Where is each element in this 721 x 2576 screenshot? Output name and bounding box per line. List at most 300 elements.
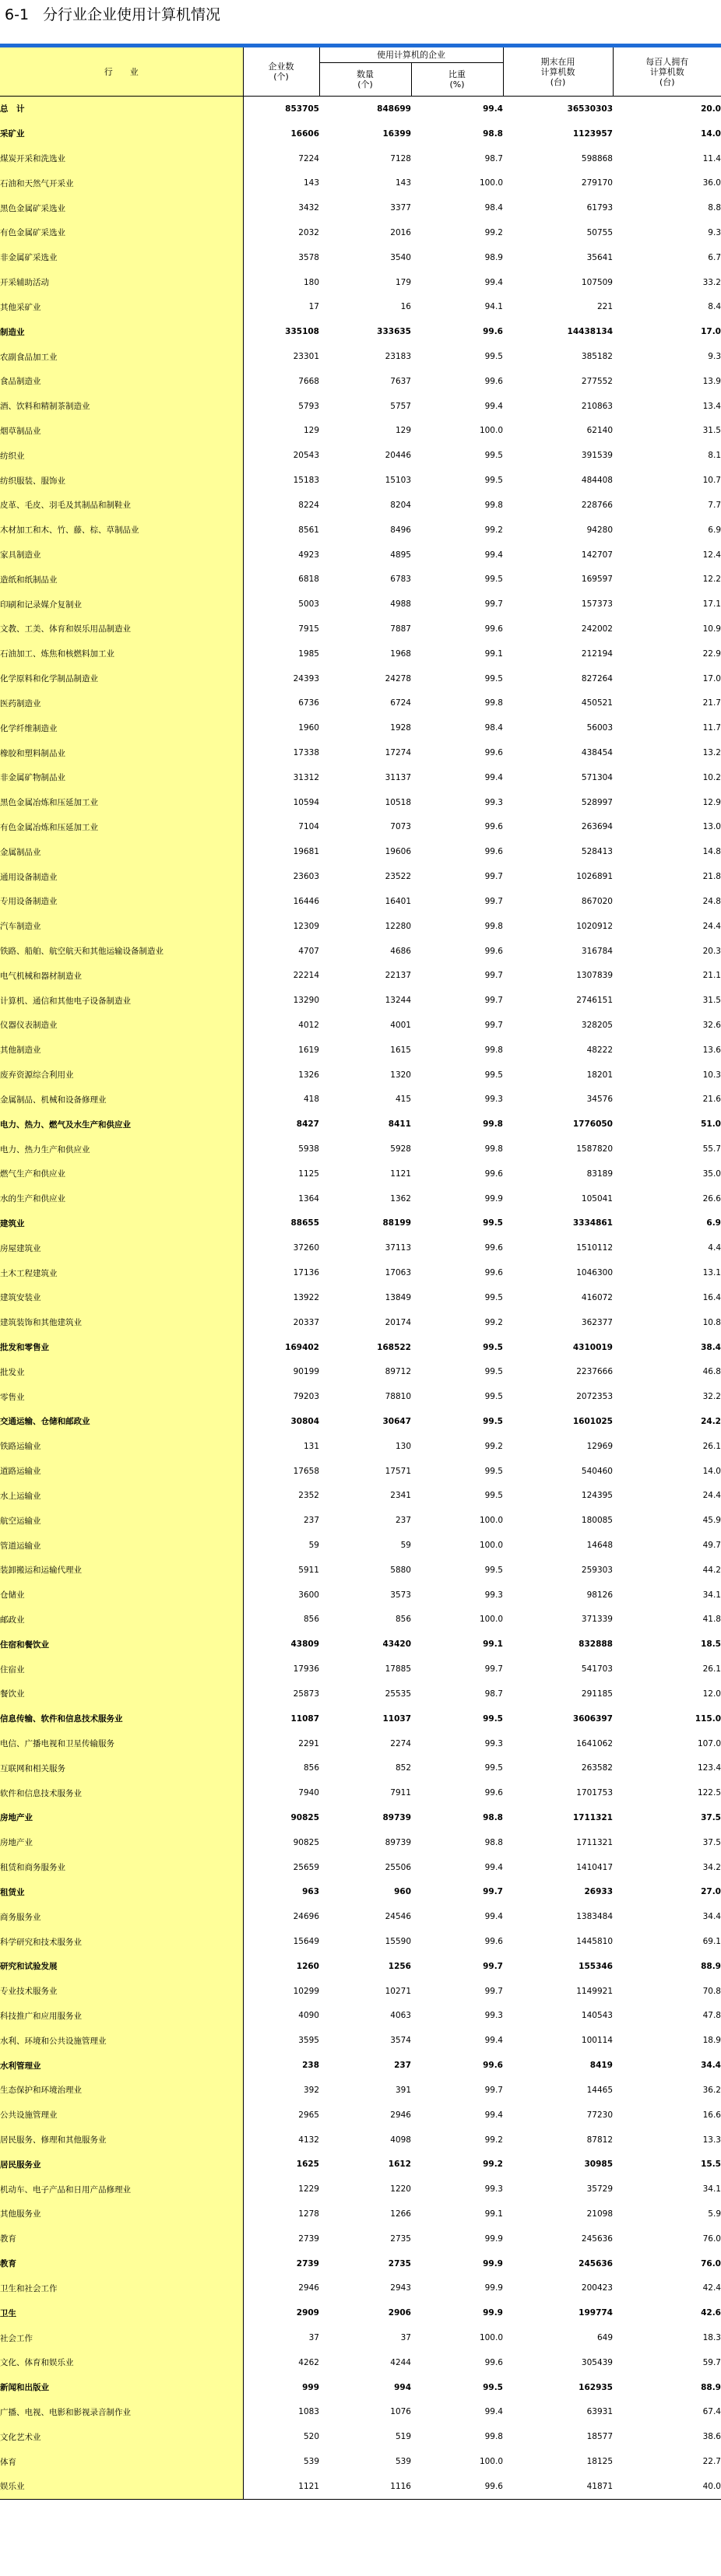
industry-cell: 食品制造业 [0, 369, 243, 394]
industry-cell: 纺织服装、服饰业 [0, 468, 243, 493]
using-ratio-cell: 99.6 [484, 1268, 503, 1278]
enterprises-cell: 4707 [298, 946, 319, 956]
table-row [0, 1508, 721, 1533]
table-row [0, 121, 721, 146]
computers-cell: 200423 [581, 2283, 613, 2293]
per-hundred-cell: 122.5 [697, 1788, 721, 1798]
table-row [0, 1235, 721, 1260]
using-count-cell: 237 [395, 1516, 411, 1526]
using-count-cell: 1116 [319, 2474, 411, 2499]
using-count-cell: 6783 [390, 575, 411, 585]
per-hundred-cell: 55.7 [702, 1144, 721, 1154]
using-count-cell: 333635 [377, 327, 411, 337]
using-count-cell: 20446 [385, 451, 411, 461]
computers-cell: 1711321 [576, 1837, 613, 1847]
using-count-cell: 129 [395, 426, 411, 436]
per-hundred-cell: 12.4 [702, 550, 721, 560]
computers-cell: 242002 [581, 624, 613, 634]
industry-cell: 有色金属矿采选业 [0, 220, 243, 245]
using-ratio-cell: 99.2 [483, 2160, 503, 2170]
table-row [0, 1632, 721, 1657]
table-row [0, 543, 721, 568]
industry-cell: 燃气生产和供应业 [0, 1161, 243, 1186]
computers-cell: 140543 [581, 2011, 613, 2021]
industry-cell: 其他服务业 [0, 2202, 243, 2226]
table-row [0, 1780, 721, 1805]
using-ratio-cell: 99.5 [484, 1763, 503, 1773]
enterprises-cell: 2909 [296, 2308, 319, 2318]
computers-cell: 279170 [581, 178, 613, 188]
per-hundred-cell: 42.4 [702, 2283, 721, 2293]
table-row [0, 740, 721, 765]
using-ratio-cell: 98.4 [484, 723, 503, 733]
using-ratio-cell: 99.8 [484, 698, 503, 708]
using-ratio-cell: 99.6 [484, 822, 503, 832]
computers-cell: 827264 [581, 673, 613, 684]
table-row [0, 2004, 721, 2029]
enterprises-cell: 7104 [298, 822, 319, 832]
using-count-cell: 415 [395, 1095, 411, 1105]
industry-cell: 体育 [0, 2449, 243, 2474]
computers-cell: 169597 [581, 575, 613, 585]
per-hundred-cell: 40.0 [613, 2474, 721, 2499]
using-ratio-cell: 99.6 [484, 847, 503, 857]
header-computers: 期末在用 计算机数 (台) [503, 47, 613, 97]
enterprises-cell: 79203 [293, 1392, 319, 1402]
per-hundred-cell: 16.4 [702, 1292, 721, 1302]
industry-cell: 其他制造业 [0, 1038, 243, 1063]
computers-cell: 277552 [581, 376, 613, 386]
using-ratio-cell: 99.5 [484, 352, 503, 362]
computers-cell: 1149921 [576, 1986, 613, 1996]
enterprises-cell: 143 [303, 178, 319, 188]
using-ratio-cell: 99.6 [484, 748, 503, 758]
computers-cell: 263694 [581, 822, 613, 832]
using-count-cell: 856 [395, 1615, 411, 1625]
using-ratio-cell: 99.2 [484, 525, 503, 535]
computers-cell: 263582 [581, 1763, 613, 1773]
computers-cell: 14438134 [567, 327, 613, 337]
table-row [0, 1979, 721, 2004]
per-hundred-cell: 69.1 [702, 1937, 721, 1947]
industry-cell: 橡胶和塑料制品业 [0, 740, 243, 765]
per-hundred-cell: 51.0 [701, 1119, 721, 1130]
table-row [0, 2375, 721, 2400]
industry-cell: 广播、电视、电影和影视录音制作业 [0, 2400, 243, 2425]
using-ratio-cell: 99.7 [484, 971, 503, 981]
industry-cell: 公共设施管理业 [0, 2103, 243, 2128]
industry-cell: 信息传输、软件和信息技术服务业 [0, 1706, 243, 1731]
per-hundred-cell: 41.8 [702, 1615, 721, 1625]
per-hundred-cell: 35.0 [702, 1169, 721, 1179]
industry-cell: 家具制造业 [0, 543, 243, 568]
enterprises-cell: 17136 [293, 1268, 319, 1278]
using-ratio-cell: 99.5 [484, 1292, 503, 1302]
industry-cell: 专用设备制造业 [0, 889, 243, 914]
using-ratio-cell: 99.8 [484, 1045, 503, 1055]
enterprises-cell: 43809 [290, 1639, 319, 1650]
using-count-cell: 7073 [390, 822, 411, 832]
industry-cell: 零售业 [0, 1384, 243, 1409]
industry-cell: 道路运输业 [0, 1459, 243, 1484]
enterprises-cell: 20337 [293, 1317, 319, 1327]
header-using-count: 数量 (个) [319, 63, 411, 97]
using-ratio-cell: 99.8 [484, 500, 503, 510]
computers-cell: 541703 [581, 1664, 613, 1675]
industry-cell: 建筑安装业 [0, 1285, 243, 1310]
per-hundred-cell: 37.5 [701, 1812, 721, 1822]
computers-cell: 41871 [503, 2474, 613, 2499]
per-hundred-cell: 12.2 [702, 575, 721, 585]
industry-cell: 通用设备制造业 [0, 864, 243, 889]
computers-cell: 2237666 [576, 1367, 613, 1377]
computers-cell: 155346 [579, 1961, 613, 1971]
using-count-cell: 15590 [385, 1937, 411, 1947]
table-row [0, 1558, 721, 1583]
table-row [0, 1434, 721, 1459]
using-count-cell: 2906 [388, 2308, 411, 2318]
per-hundred-cell: 24.4 [702, 921, 721, 931]
table-row [0, 1608, 721, 1632]
industry-cell: 皮革、毛皮、羽毛及其制品和制鞋业 [0, 493, 243, 518]
using-count-cell: 16401 [385, 896, 411, 906]
using-count-cell: 179 [395, 277, 411, 287]
using-ratio-cell: 100.0 [479, 178, 503, 188]
industry-cell: 文教、工美、体育和娱乐用品制造业 [0, 617, 243, 641]
using-ratio-cell: 99.6 [483, 2061, 503, 2071]
table-title: 分行业企业使用计算机情况 [43, 6, 221, 23]
table-row [0, 295, 721, 320]
using-ratio-cell: 99.7 [483, 1887, 503, 1897]
enterprises-cell: 6736 [298, 698, 319, 708]
using-ratio-cell: 99.4 [484, 1862, 503, 1872]
per-hundred-cell: 22.9 [702, 648, 721, 659]
industry-cell: 航空运输业 [0, 1508, 243, 1533]
computers-cell: 3606397 [572, 1713, 613, 1724]
per-hundred-cell: 45.9 [702, 1516, 721, 1526]
per-hundred-cell: 13.2 [702, 748, 721, 758]
industry-cell: 教育 [0, 2226, 243, 2251]
industry-cell: 邮政业 [0, 1608, 243, 1632]
computers-cell: 4310019 [572, 1342, 613, 1352]
using-ratio-cell: 99.6 [484, 1169, 503, 1179]
using-count-cell: 143 [395, 178, 411, 188]
header-using-group: 使用计算机的企业 [319, 47, 503, 63]
using-count-cell: 17885 [385, 1664, 411, 1675]
industry-cell: 仓储业 [0, 1583, 243, 1608]
per-hundred-cell: 13.6 [702, 1045, 721, 1055]
using-count-cell: 2341 [390, 1491, 411, 1501]
enterprises-cell: 7668 [298, 376, 319, 386]
per-hundred-cell: 14.0 [702, 1466, 721, 1476]
enterprises-cell: 1985 [298, 648, 319, 659]
table-row [0, 2177, 721, 2202]
industry-cell: 租赁和商务服务业 [0, 1855, 243, 1880]
using-ratio-cell: 98.8 [483, 128, 503, 139]
enterprises-cell: 5003 [298, 599, 319, 610]
per-hundred-cell: 107.0 [697, 1738, 721, 1748]
industry-cell: 餐饮业 [0, 1682, 243, 1706]
table-row [0, 419, 721, 444]
industry-cell: 水的生产和供应业 [0, 1186, 243, 1211]
computers-cell: 94280 [586, 525, 613, 535]
industry-cell: 卫生 [0, 2300, 243, 2325]
enterprises-cell: 23301 [293, 352, 319, 362]
industry-cell: 生态保护和环境治理业 [0, 2078, 243, 2103]
industry-cell: 软件和信息技术服务业 [0, 1780, 243, 1805]
per-hundred-cell: 21.6 [702, 1095, 721, 1105]
enterprises-cell: 19681 [293, 847, 319, 857]
computers-cell: 18201 [586, 1070, 613, 1080]
using-count-cell: 25506 [385, 1862, 411, 1872]
per-hundred-cell: 115.0 [695, 1713, 721, 1724]
using-ratio-cell: 100.0 [479, 1541, 503, 1551]
using-count-cell: 15103 [385, 476, 411, 486]
computers-cell: 371339 [581, 1615, 613, 1625]
industry-cell: 其他采矿业 [0, 295, 243, 320]
enterprises-cell: 30804 [290, 1416, 319, 1426]
computers-cell: 212194 [581, 648, 613, 659]
table-row [0, 2350, 721, 2375]
enterprises-cell: 6818 [298, 575, 319, 585]
table-row [0, 2300, 721, 2325]
per-hundred-cell: 37.5 [702, 1837, 721, 1847]
using-ratio-cell: 99.7 [484, 996, 503, 1006]
per-hundred-cell: 14.0 [701, 128, 721, 139]
table-row [0, 1731, 721, 1756]
industry-cell: 新闻和出版业 [0, 2375, 243, 2400]
enterprises-cell: 3432 [298, 203, 319, 213]
industry-cell: 木材加工和木、竹、藤、棕、草制品业 [0, 518, 243, 543]
using-ratio-cell: 99.1 [483, 1639, 503, 1650]
per-hundred-cell: 33.2 [702, 277, 721, 287]
computers-cell: 14648 [586, 1541, 613, 1551]
per-hundred-cell: 16.6 [702, 2110, 721, 2120]
industry-cell: 计算机、通信和其他电子设备制造业 [0, 988, 243, 1013]
using-ratio-cell: 99.4 [484, 1912, 503, 1922]
computers-cell: 1026891 [576, 872, 613, 882]
industry-cell: 化学原料和化学制品制造业 [0, 666, 243, 691]
table-row [0, 2400, 721, 2425]
computers-cell: 105041 [581, 1193, 613, 1204]
per-hundred-cell: 36.2 [702, 2085, 721, 2095]
using-count-cell: 23522 [385, 872, 411, 882]
computers-cell: 1510112 [576, 1243, 613, 1253]
using-ratio-cell: 99.5 [484, 673, 503, 684]
computers-cell: 1046300 [576, 1268, 613, 1278]
table-row [0, 220, 721, 245]
computers-cell: 484408 [581, 476, 613, 486]
industry-cell: 烟草制品业 [0, 419, 243, 444]
per-hundred-cell: 34.4 [701, 2061, 721, 2071]
using-count-cell: 4001 [390, 1020, 411, 1030]
per-hundred-cell: 12.9 [702, 797, 721, 807]
using-ratio-cell: 99.4 [484, 550, 503, 560]
table-row [0, 1706, 721, 1731]
using-ratio-cell: 99.5 [484, 476, 503, 486]
industry-cell: 居民服务、修理和其他服务业 [0, 2128, 243, 2153]
enterprises-cell: 2965 [298, 2110, 319, 2120]
using-ratio-cell: 99.3 [484, 1095, 503, 1105]
table-row [0, 592, 721, 617]
using-count-cell: 7128 [390, 153, 411, 163]
using-ratio-cell: 99.7 [484, 599, 503, 610]
enterprises-cell: 17338 [293, 748, 319, 758]
per-hundred-cell: 34.2 [702, 1862, 721, 1872]
computers-cell: 142707 [581, 550, 613, 560]
per-hundred-cell: 76.0 [701, 2258, 721, 2268]
per-hundred-cell: 6.9 [706, 1218, 721, 1228]
industry-cell: 房地产业 [0, 1830, 243, 1855]
industry-cell: 医药制造业 [0, 691, 243, 716]
table-row [0, 567, 721, 592]
using-count-cell: 16 [400, 302, 411, 312]
enterprises-cell: 90199 [293, 1367, 319, 1377]
industry-cell: 电信、广播电视和卫星传输服务 [0, 1731, 243, 1756]
using-ratio-cell: 99.6 [411, 2474, 503, 2499]
using-count-cell: 4063 [390, 2011, 411, 2021]
enterprises-cell: 1121 [243, 2474, 319, 2499]
using-ratio-cell: 99.5 [483, 1342, 503, 1352]
header-industry: 行 业 [0, 47, 243, 97]
using-ratio-cell: 99.5 [483, 1218, 503, 1228]
table-row [0, 1088, 721, 1112]
table-row [0, 1880, 721, 1905]
per-hundred-cell: 8.1 [708, 451, 721, 461]
enterprises-cell: 22214 [293, 971, 319, 981]
enterprises-cell: 963 [302, 1887, 319, 1897]
enterprises-cell: 8561 [298, 525, 319, 535]
industry-cell: 酒、饮料和精制茶制造业 [0, 394, 243, 419]
using-count-cell: 59 [400, 1541, 411, 1551]
per-hundred-cell: 88.9 [701, 2382, 721, 2392]
computers-cell: 540460 [581, 1466, 613, 1476]
enterprises-cell: 5938 [298, 1144, 319, 1154]
computers-cell: 316784 [581, 946, 613, 956]
per-hundred-cell: 67.4 [702, 2407, 721, 2417]
industry-cell: 黑色金属矿采选业 [0, 195, 243, 220]
industry-cell: 农副食品加工业 [0, 344, 243, 369]
per-hundred-cell: 13.0 [702, 822, 721, 832]
industry-cell: 房屋建筑业 [0, 1235, 243, 1260]
enterprises-cell: 7940 [298, 1788, 319, 1798]
using-count-cell: 3573 [390, 1590, 411, 1600]
using-ratio-cell: 99.8 [484, 1144, 503, 1154]
table-row [0, 715, 721, 740]
industry-cell: 煤炭开采和洗选业 [0, 146, 243, 171]
computers-cell: 649 [596, 2333, 613, 2343]
using-count-cell: 1076 [390, 2407, 411, 2417]
table-row [0, 1904, 721, 1929]
using-ratio-cell: 99.7 [484, 1020, 503, 1030]
per-hundred-cell: 24.4 [702, 1491, 721, 1501]
computers-cell: 245636 [581, 2233, 613, 2244]
table-row [0, 666, 721, 691]
using-count-cell: 994 [394, 2382, 411, 2392]
per-hundred-cell: 20.3 [702, 946, 721, 956]
enterprises-cell: 3578 [298, 252, 319, 262]
using-ratio-cell: 99.7 [483, 1961, 503, 1971]
using-count-cell: 5928 [390, 1144, 411, 1154]
using-ratio-cell: 99.5 [483, 1713, 503, 1724]
table-row [0, 369, 721, 394]
using-count-cell: 1256 [388, 1961, 411, 1971]
computers-cell: 34576 [586, 1095, 613, 1105]
using-ratio-cell: 99.4 [484, 277, 503, 287]
enterprises-cell: 4262 [298, 2357, 319, 2367]
enterprises-cell: 4132 [298, 2135, 319, 2145]
table-row [0, 1285, 721, 1310]
industry-cell: 水上运输业 [0, 1484, 243, 1509]
table-row [0, 988, 721, 1013]
using-ratio-cell: 99.9 [483, 2258, 503, 2268]
using-count-cell: 4098 [390, 2135, 411, 2145]
using-count-cell: 89712 [385, 1367, 411, 1377]
industry-cell: 文化、体育和娱乐业 [0, 2350, 243, 2375]
using-ratio-cell: 100.0 [479, 1615, 503, 1625]
computers-cell: 1445810 [576, 1937, 613, 1947]
per-hundred-cell: 34.1 [702, 2184, 721, 2195]
enterprises-cell: 5911 [298, 1565, 319, 1575]
per-hundred-cell: 42.6 [701, 2308, 721, 2318]
industry-cell: 水利管理业 [0, 2053, 243, 2078]
table-row [0, 518, 721, 543]
per-hundred-cell: 10.3 [702, 1070, 721, 1080]
enterprises-cell: 1083 [298, 2407, 319, 2417]
industry-cell: 金属制品业 [0, 839, 243, 864]
industry-cell: 专业技术服务业 [0, 1979, 243, 2004]
enterprises-cell: 59 [308, 1541, 319, 1551]
enterprises-cell: 1260 [296, 1961, 319, 1971]
computers-cell: 180085 [581, 1516, 613, 1526]
enterprises-cell: 13290 [293, 996, 319, 1006]
computers-cell: 1711321 [572, 1812, 613, 1822]
using-count-cell: 31137 [385, 772, 411, 782]
per-hundred-cell: 26.1 [702, 1441, 721, 1451]
enterprises-cell: 418 [303, 1095, 319, 1105]
industry-cell: 房地产业 [0, 1805, 243, 1830]
industry-cell: 电气机械和器材制造业 [0, 963, 243, 988]
using-ratio-cell: 99.4 [484, 2110, 503, 2120]
industry-cell: 社会工作 [0, 2325, 243, 2350]
per-hundred-cell: 10.7 [702, 476, 721, 486]
computers-cell: 1601025 [572, 1416, 613, 1426]
computers-cell: 48222 [586, 1045, 613, 1055]
per-hundred-cell: 26.1 [702, 1664, 721, 1675]
per-hundred-cell: 13.9 [702, 376, 721, 386]
using-ratio-cell: 98.8 [483, 1812, 503, 1822]
using-ratio-cell: 98.8 [484, 1837, 503, 1847]
using-ratio-cell: 99.5 [484, 1466, 503, 1476]
using-count-cell: 391 [395, 2085, 411, 2095]
using-count-cell: 23183 [385, 352, 411, 362]
table-row [0, 2251, 721, 2276]
industry-cell: 建筑业 [0, 1211, 243, 1236]
statistics-table [0, 47, 721, 2500]
industry-cell: 非金属矿采选业 [0, 245, 243, 270]
per-hundred-cell: 44.2 [702, 1565, 721, 1575]
using-ratio-cell: 99.2 [484, 2135, 503, 2145]
enterprises-cell: 17936 [293, 1664, 319, 1675]
enterprises-cell: 37 [308, 2333, 319, 2343]
per-hundred-cell: 24.2 [701, 1416, 721, 1426]
industry-cell: 铁路运输业 [0, 1434, 243, 1459]
per-hundred-cell: 11.4 [702, 153, 721, 163]
enterprises-cell: 1278 [298, 2209, 319, 2219]
table-row [0, 394, 721, 419]
table-row [0, 641, 721, 666]
computers-cell: 245636 [579, 2258, 613, 2268]
